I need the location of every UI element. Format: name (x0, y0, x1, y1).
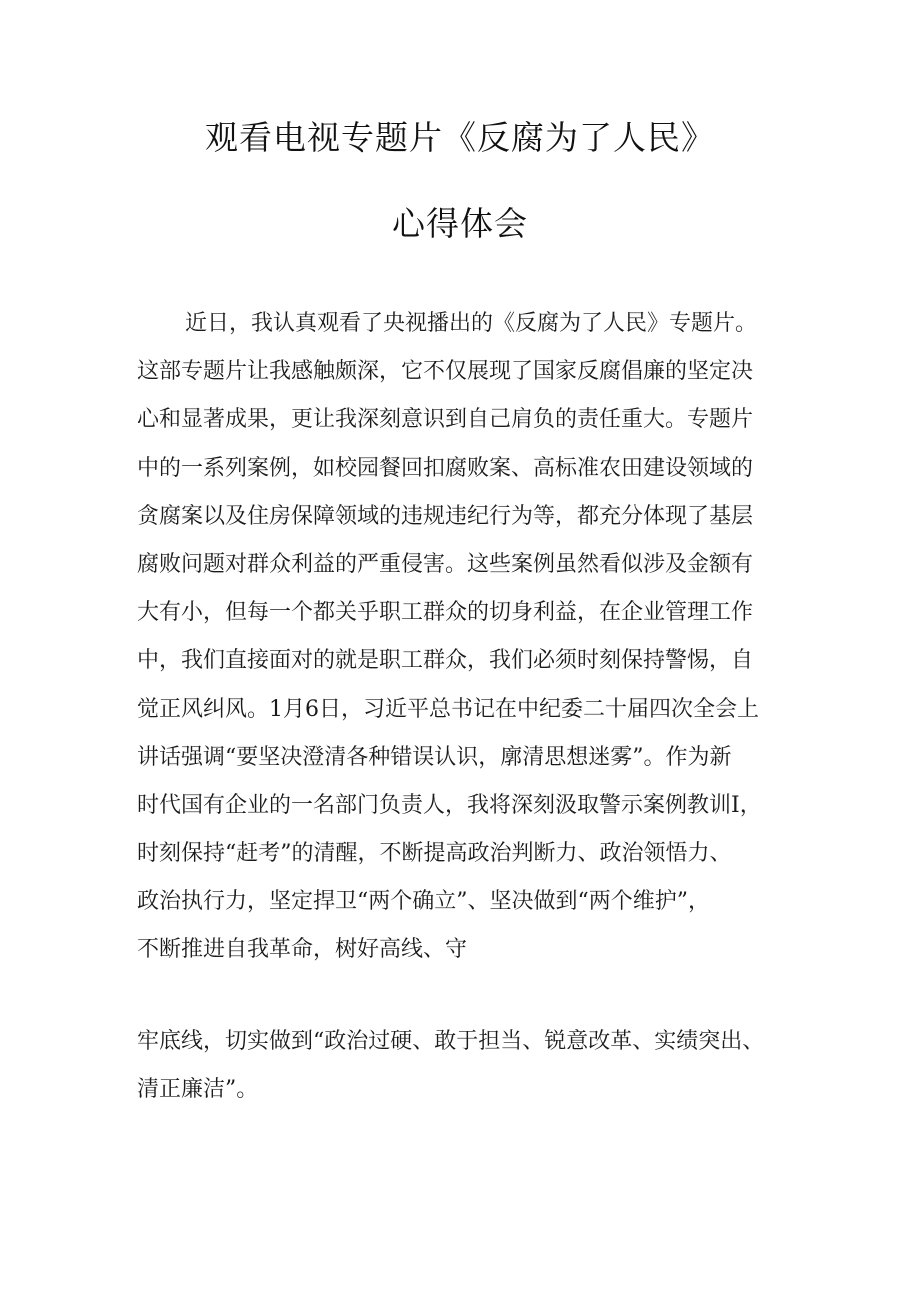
text-line: 近日，我认真观看了央视播出的《反腐为了人民》专题片。 (185, 311, 758, 336)
text-line: 牢底线，切实做到“政治过硬、敢于担当、锐意改革、实绩突出、 (137, 1029, 765, 1054)
text-line: 觉正风纠风。1月6日，习近平总书记在中纪委二十届四次全会上 (137, 696, 759, 722)
text-line: 贪腐案以及住房保障领域的违规违纪行为等，都充分体现了基层 (137, 503, 754, 529)
text-line: 讲话强调“要坚决澄清各种错误认识，廓清思想迷雾”。作为新 (137, 744, 732, 770)
text-line: 时刻保持“赶考”的清醒，不断提高政治判断力、政治领悟力、 (137, 841, 732, 867)
body-paragraph-2 (137, 1018, 797, 1114)
body-paragraph-1 (137, 300, 797, 975)
document-subtitle: 心得体会 (392, 204, 528, 243)
document-title: 观看电视专题片《反腐为了人民》 (205, 118, 715, 157)
text-line: 时代国有企业的一名部门负责人，我将深刻汲取警示案例教训I， (137, 792, 762, 818)
text-line: 中的一系列案例，如校园餐回扣腐败案、高标准农田建设领域的 (137, 455, 754, 481)
text-line: 不断推进自我革命，树好高线、守 (137, 937, 468, 963)
text-line: 政治执行力，坚定捍卫“两个确立”、坚决做到“两个维护”， (137, 889, 710, 915)
text-line: 清正廉洁”。 (137, 1077, 259, 1103)
text-line: 腐败问题对群众利益的严重侵害。这些案例虽然看似涉及金额有 (137, 551, 754, 577)
text-line: 心和显著成果，更让我深刻意识到自己肩负的责任重大。专题片 (137, 407, 754, 433)
text-line: 大有小，但每一个都关乎职工群众的切身利益，在企业管理工作 (137, 600, 754, 626)
text-line: 中，我们直接面对的就是职工群众，我们必须时刻保持警惕，自 (137, 648, 754, 674)
text-line: 这部专题片让我感触颇深，它不仅展现了国家反腐倡廉的坚定决 (137, 359, 754, 385)
